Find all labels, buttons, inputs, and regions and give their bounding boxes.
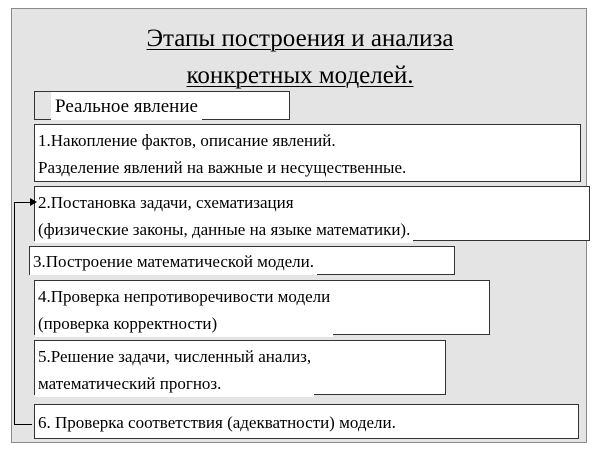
step-3-box: [29, 246, 455, 275]
step-4-line-2: (проверка корректности): [38, 314, 218, 333]
slide-title: Этапы построения и анализа конкретных моделей.: [146, 25, 454, 89]
feedback-arrow-head: [30, 198, 37, 206]
step-4-box: [34, 280, 490, 335]
step-1-box: [34, 124, 581, 182]
step-5-line-1: 5.Решение задачи, численный анализ,: [38, 347, 312, 366]
step-2-line-1: 2.Постановка задачи, схематизация: [38, 193, 294, 212]
real-phenomenon-box: [34, 91, 290, 120]
step-5-line-2: математический прогноз.: [38, 374, 222, 393]
step-1-line-1: 1.Накопление фактов, описание явлений.: [38, 131, 336, 150]
step-3-line-1: 3.Построение математической модели.: [30, 247, 317, 275]
step-2-box: [34, 186, 590, 241]
step-6-line-1: 6. Проверка соответствия (адекватности) модели.: [35, 405, 399, 436]
step-4-line-1: 4.Проверка непротиворечивости модели: [38, 287, 331, 306]
step-5-box: [34, 340, 446, 395]
step-6-box: [34, 404, 579, 439]
real-phenomenon-label: Реальное явление: [51, 92, 202, 120]
feedback-line-from-step-6: [14, 424, 32, 425]
step-1-line-2: Разделение явлений на важные и несущественные.: [38, 158, 407, 177]
feedback-line-vertical: [14, 202, 15, 425]
step-2-line-2: (физические законы, данные на языке математики).: [38, 220, 411, 239]
